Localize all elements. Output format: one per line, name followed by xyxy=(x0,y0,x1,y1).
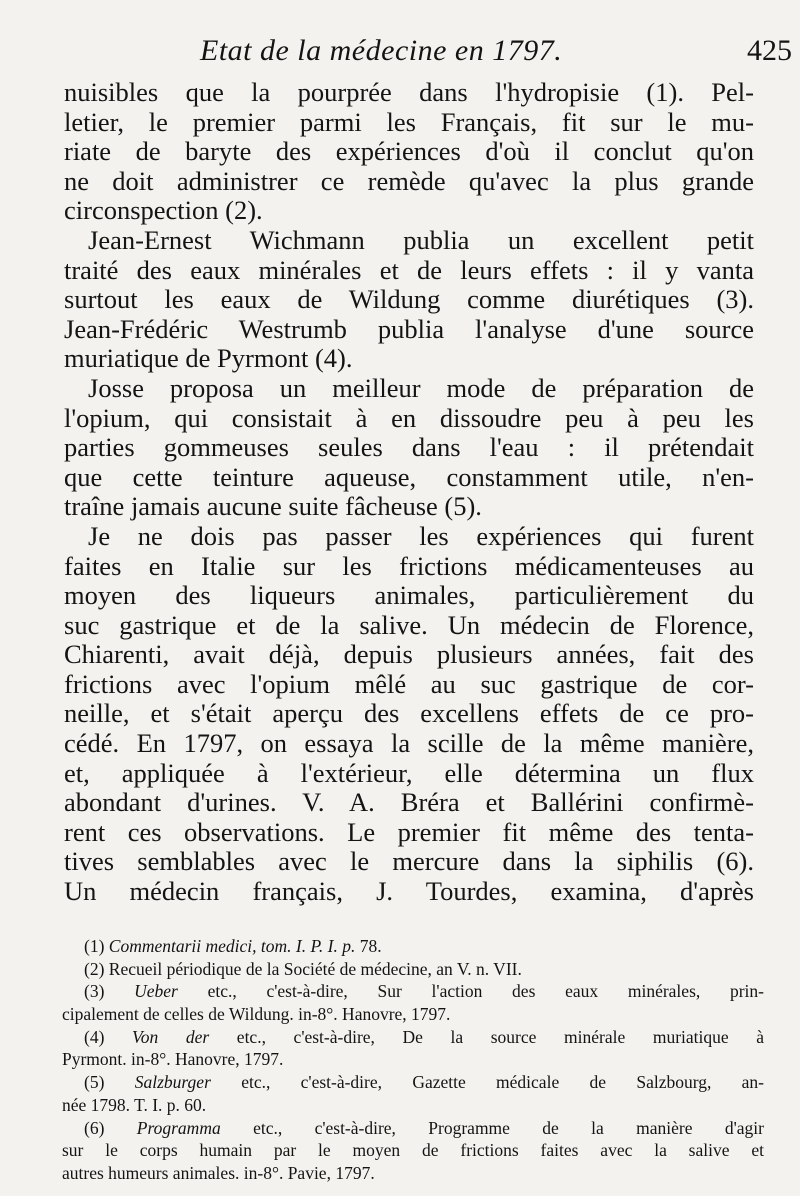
text-line: faites en Italie sur les frictions médicamenteuses au xyxy=(64,550,754,581)
text-line: nuisibles que la pourprée dans l'hydropisie (1). Pel- xyxy=(64,77,754,107)
footnote-5-cont: née 1798. T. I. p. 60. xyxy=(62,1094,207,1115)
text-line: neille, et s'était aperçu des excellens effets de ce pro- xyxy=(64,698,754,729)
footnote-marker: (2) xyxy=(84,958,105,979)
footnote-italic: Ueber xyxy=(134,981,178,1002)
page-number: 425 xyxy=(747,34,792,67)
footnote-6 xyxy=(62,1117,764,1140)
footnote-5 xyxy=(62,1071,764,1094)
text-line: surtout les eaux de Wildung comme diurétiques (3). xyxy=(64,284,754,315)
text-line: parties gommeuses seules dans l'eau : il prétendait xyxy=(64,432,754,463)
footnote-4 xyxy=(62,1026,764,1049)
text-line: abondant d'urines. V. A. Bréra et Ballérini confirmè- xyxy=(64,787,754,818)
footnote-text: 78. xyxy=(355,936,382,956)
body-text xyxy=(64,78,754,907)
footnote-text: etc., c'est-à-dire, De la source minérale muriatique à xyxy=(209,1026,765,1047)
text-line: ne doit administrer ce remède qu'avec la plus grande xyxy=(64,165,754,196)
text-line: que cette teinture aqueuse, constamment utile, n'en- xyxy=(64,461,754,492)
footnote-italic: Von der xyxy=(132,1026,210,1047)
text-line: riate de baryte des expériences d'où il conclut qu'on xyxy=(64,136,754,167)
text-line: muriatique de Pyrmont (4). xyxy=(64,343,353,374)
footnote-marker: (4) xyxy=(84,1026,105,1047)
footnote-1 xyxy=(62,935,764,958)
footnote-3-cont: cipalement de celles de Wildung. in-8°. Hanovre, 1797. xyxy=(62,1004,451,1025)
footnote-marker: (3) xyxy=(84,981,105,1002)
text-line: et, appliquée à l'extérieur, elle détermina un flux xyxy=(64,757,754,788)
text-line: Chiarenti, avait déjà, depuis plusieurs années, fait des xyxy=(64,639,754,670)
footnote-text: etc., c'est-à-dire, Programme de la manière d'agir xyxy=(220,1117,764,1138)
footnote-marker: (1) xyxy=(84,936,105,956)
footnote-italic: Salzburger xyxy=(134,1072,211,1093)
footnote-2 xyxy=(62,958,764,981)
text-line: Jean-Frédéric Westrumb publia l'analyse d'une source xyxy=(64,313,754,344)
footnote-6-cont2: autres humeurs animales. in-8°. Pavie, 1797. xyxy=(62,1162,375,1183)
footnote-text: etc., c'est-à-dire, Sur l'action des eaux minérales, prin- xyxy=(177,981,764,1002)
text-line: frictions avec l'opium mêlé au suc gastrique de cor- xyxy=(64,668,754,699)
footnote-3 xyxy=(62,980,764,1003)
text-line: moyen des liqueurs animales, particulièrement du xyxy=(64,580,754,611)
footnote-marker: (6) xyxy=(84,1117,105,1138)
text-line: cédé. En 1797, on essaya la scille de la même manière, xyxy=(64,728,754,759)
text-line: suc gastrique et de la salive. Un médecin de Florence, xyxy=(64,609,754,640)
running-head xyxy=(0,30,800,74)
text-line: traité des eaux minérales et de leurs effets : il y vanta xyxy=(64,254,754,285)
text-line: Jean-Ernest Wichmann publia un excellent petit xyxy=(88,224,754,255)
footnote-4-cont: Pyrmont. in-8°. Hanovre, 1797. xyxy=(62,1049,284,1070)
text-line: Un médecin français, J. Tourdes, examina, d'après xyxy=(64,876,754,907)
text-line: l'opium, qui consistait à en dissoudre peu à peu les xyxy=(64,402,754,433)
running-title: Etat de la médecine en 1797. xyxy=(200,34,563,67)
footnote-6-cont: sur le corps humain par le moyen de frictions faites avec la salive et xyxy=(62,1140,764,1161)
text-line: rent ces observations. Le premier fit même des tenta- xyxy=(64,816,754,847)
footnote-text: etc., c'est-à-dire, Gazette médicale de Salzbourg, an- xyxy=(210,1072,764,1093)
footnote-text: Recueil périodique de la Société de médecine, an V. n. VII. xyxy=(108,958,522,979)
text-line: tives semblables avec le mercure dans la siphilis (6). xyxy=(64,846,754,877)
text-line: traîne jamais aucune suite fâcheuse (5). xyxy=(64,491,482,522)
text-line: Josse proposa un meilleur mode de préparation de xyxy=(88,372,754,403)
text-line: letier, le premier parmi les Français, fit sur le mu- xyxy=(64,106,754,137)
footnote-italic: Commentarii medici, tom. I. P. I. p. xyxy=(108,936,356,956)
footnote-marker: (5) xyxy=(84,1072,105,1093)
text-line: circonspection (2). xyxy=(64,195,263,226)
footnote-italic: Programma xyxy=(136,1117,221,1138)
text-line: Je ne dois pas passer les expériences qui furent xyxy=(88,520,754,551)
footnotes xyxy=(62,935,764,1185)
